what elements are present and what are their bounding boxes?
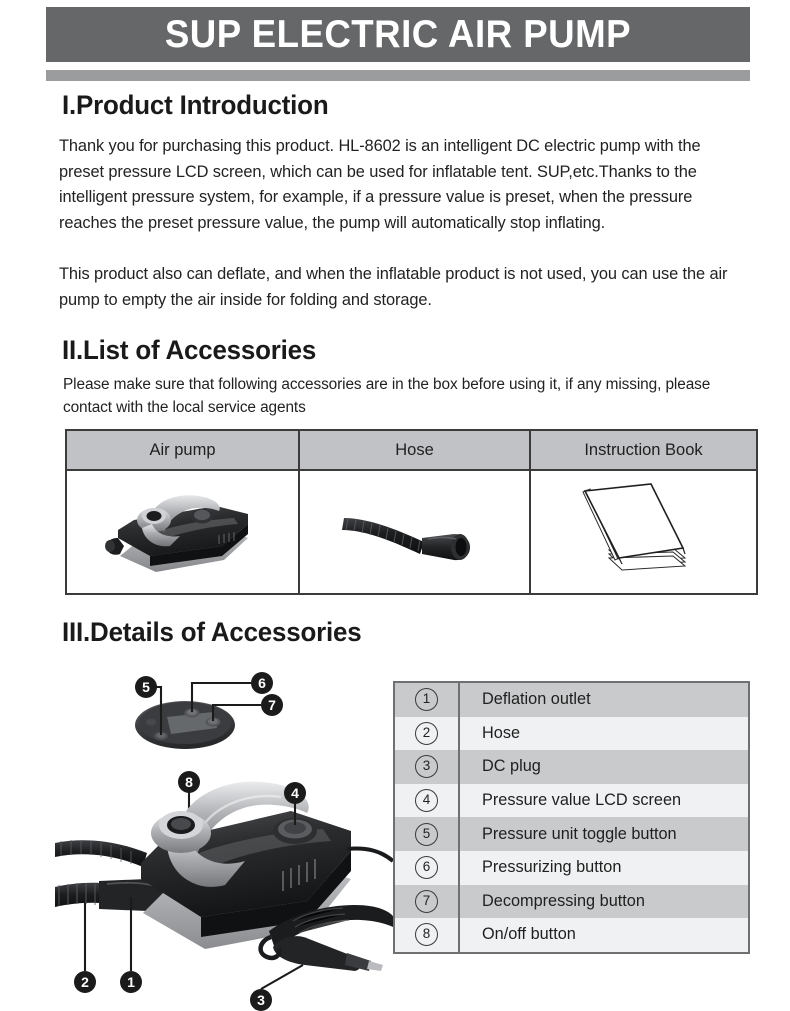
circled-number-icon: 6: [415, 856, 438, 879]
page-title: SUP ELECTRIC AIR PUMP: [164, 12, 632, 56]
parts-label-2: Hose: [459, 717, 749, 751]
callout-badge-8: 8: [178, 771, 200, 793]
callout-badge-7: 7: [261, 694, 283, 716]
parts-row-6: [394, 851, 749, 885]
page-title-bar: [46, 7, 750, 62]
circled-number-icon: 2: [415, 722, 438, 745]
parts-list-table: [393, 681, 750, 954]
callout-badge-3: 3: [250, 989, 272, 1011]
parts-row-5: [394, 817, 749, 851]
circled-number-icon: 1: [415, 688, 438, 711]
control-panel-art: [135, 701, 235, 749]
accessories-image-row: [66, 470, 757, 594]
parts-number-4: [394, 784, 459, 818]
accessories-header-row: [66, 430, 757, 470]
callout-badge-1: 1: [120, 971, 142, 993]
air-pump-photo-icon: [98, 480, 268, 585]
hose-photo-icon: [332, 492, 497, 572]
parts-number-8: [394, 918, 459, 953]
title-underbar: [46, 70, 750, 81]
accessories-header-hose: Hose: [299, 430, 530, 470]
callout-badge-5: 5: [135, 676, 157, 698]
callout-badge-4: 4: [284, 782, 306, 804]
parts-row-8: [394, 918, 749, 953]
accessories-header-air-pump: Air pump: [66, 430, 299, 470]
accessories-cell-air-pump: [66, 470, 299, 594]
parts-label-8: On/off button: [459, 918, 749, 953]
accessories-cell-hose: [299, 470, 530, 594]
intro-paragraph-2: This product also can deflate, and when the inflatable product is not used, you can use the air pump to empty the air inside for folding and storage.: [59, 265, 728, 309]
parts-number-5: [394, 817, 459, 851]
parts-row-1: [394, 682, 749, 717]
parts-label-3: DC plug: [459, 750, 749, 784]
accessories-cell-instruction-book: [530, 470, 757, 594]
pump-diagram-svg: [55, 665, 395, 1010]
parts-list-body: [394, 682, 749, 953]
parts-number-3: [394, 750, 459, 784]
heading-product-introduction: I.Product Introduction: [62, 90, 329, 120]
parts-label-7: Decompressing button: [459, 885, 749, 919]
heading-details-of-accessories: III.Details of Accessories: [62, 617, 362, 647]
parts-label-1: Deflation outlet: [459, 682, 749, 717]
callout-badge-2: 2: [74, 971, 96, 993]
parts-number-7: [394, 885, 459, 919]
heading-list-of-accessories: II.List of Accessories: [62, 335, 317, 365]
parts-row-7: [394, 885, 749, 919]
pump-parts-diagram: [55, 665, 395, 1010]
callout-badge-6: 6: [251, 672, 273, 694]
accessories-header-instruction-book: Instruction Book: [530, 430, 757, 470]
circled-number-icon: 7: [415, 890, 438, 913]
circled-number-icon: 3: [415, 755, 438, 778]
parts-number-1: [394, 682, 459, 717]
parts-label-4: Pressure value LCD screen: [459, 784, 749, 818]
parts-row-2: [394, 717, 749, 751]
circled-number-icon: 5: [415, 823, 438, 846]
accessories-note: Please make sure that following accessories are in the box before using it, if any missing, please contact with the local service agents: [63, 376, 711, 416]
parts-number-6: [394, 851, 459, 885]
pump-body-art: [55, 782, 393, 949]
parts-row-3: [394, 750, 749, 784]
parts-number-2: [394, 717, 459, 751]
circled-number-icon: 8: [415, 923, 438, 946]
parts-label-6: Pressurizing button: [459, 851, 749, 885]
circled-number-icon: 4: [415, 789, 438, 812]
intro-paragraph-1: Thank you for purchasing this product. HL-8602 is an intelligent DC electric pump with the preset pressure LCD screen, which can be used for inflatable tent. SUP,etc.Thanks to the intelligent pressure system, for example, if a pressure value is preset, when the pressure reaches the preset pressure value, the pump will automatically stop inflating.: [59, 137, 701, 232]
accessories-table: [65, 429, 758, 595]
parts-label-5: Pressure unit toggle button: [459, 817, 749, 851]
parts-row-4: [394, 784, 749, 818]
instruction-book-drawing-icon: [569, 478, 719, 586]
